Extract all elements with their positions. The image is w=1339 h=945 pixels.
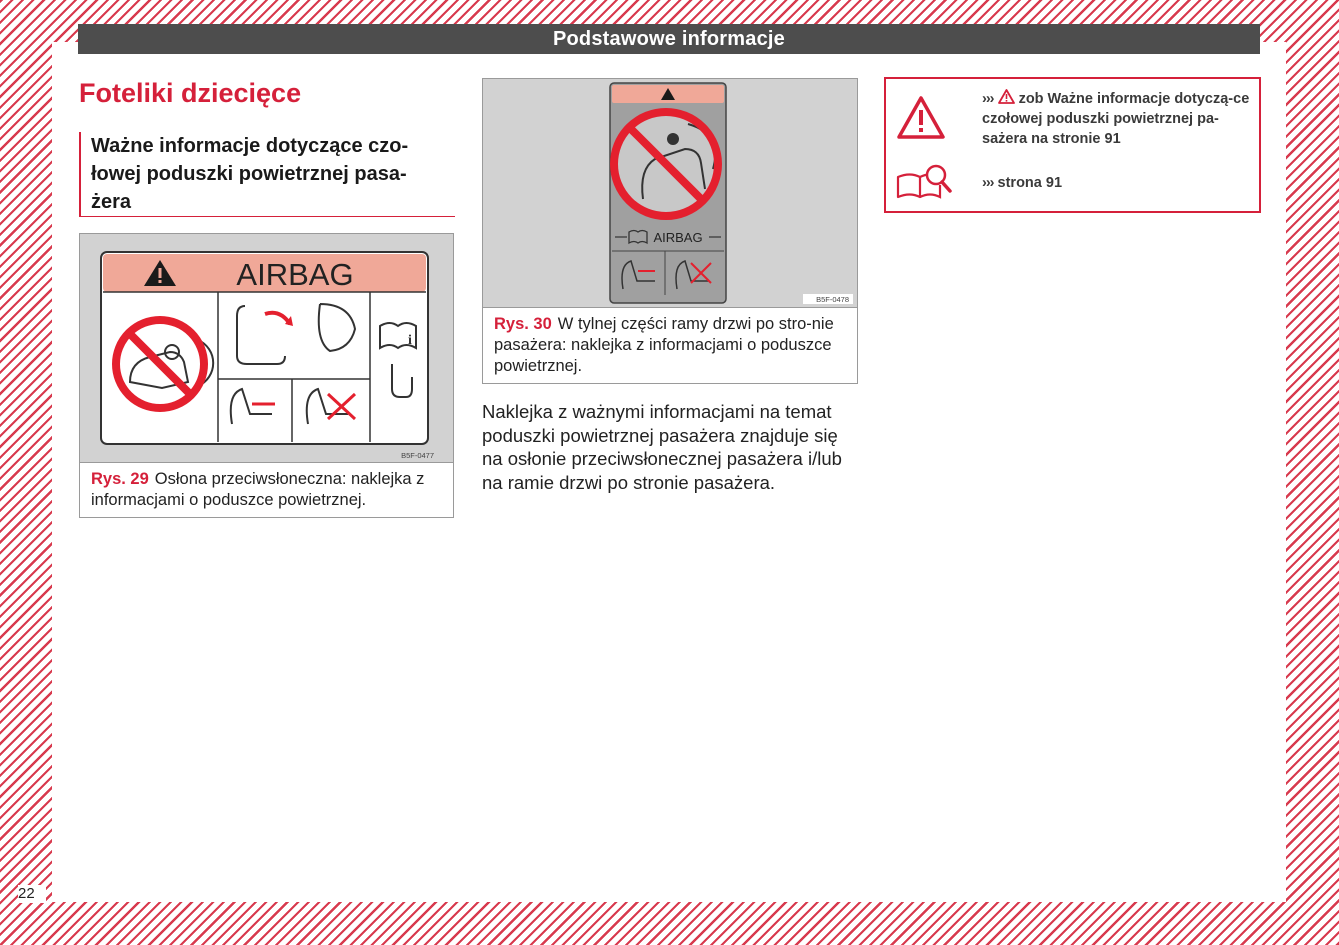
book-magnifier-icon [894, 163, 954, 201]
page-reference-link[interactable] [982, 173, 1254, 193]
warning-reference-link[interactable] [982, 89, 1254, 149]
body-paragraph: Naklejka z ważnymi informacjami na temat poduszki powietrznej pasażera znajduje się na osłonie przeciwsłonecznej pasażera i/lub na ramie drzwi po stronie pasażera. [482, 401, 842, 493]
subtitle-line-2: łowej poduszki powietrznej pasa- [91, 163, 407, 185]
no-child-seat-icon [614, 112, 718, 216]
page-number: 22 [18, 885, 46, 903]
warning-reference-box [884, 77, 1261, 213]
figure-29-label: Rys. 29 [91, 470, 149, 488]
figure-29-caption [91, 469, 446, 511]
arrows-marker: ››› [982, 175, 994, 191]
page-reference-row [886, 159, 1259, 209]
sticker-airbag-text: AIRBAG [653, 230, 703, 245]
svg-text:i: i [408, 333, 412, 348]
figure-30-caption [494, 314, 846, 377]
subtitle-line-1: Ważne informacje dotyczące czo- [91, 135, 409, 157]
subsection-heading [79, 132, 455, 217]
warning-triangle-icon [896, 95, 946, 141]
arrows-marker: ››› [982, 91, 994, 107]
section-title: Foteliki dziecięce [79, 78, 302, 108]
small-warning-icon [998, 89, 1015, 104]
figure-30 [482, 78, 858, 384]
warning-reference-text: zob Ważne informacje dotyczą-ce czołowej poduszki powietrznej pa-sażera na stronie 91 [982, 91, 1250, 147]
figure-29-image [80, 234, 453, 463]
page-reference-text: strona 91 [997, 175, 1063, 191]
figure-29-caption-text: Osłona przeciwsłoneczna: naklejka z informacjami o poduszce powietrznej. [91, 470, 425, 509]
figure-30-code: B5F-0478 [816, 295, 849, 304]
header-bar [78, 24, 1260, 54]
figure-30-label: Rys. 30 [494, 315, 552, 333]
sticker-airbag-text: AIRBAG [236, 257, 354, 292]
figure-30-image [483, 79, 857, 308]
warning-row [886, 79, 1259, 159]
subsection-title [81, 132, 446, 216]
subtitle-line-3: żera [91, 191, 132, 213]
header-title: Podstawowe informacje [552, 27, 786, 50]
figure-30-caption-text: W tylnej części ramy drzwi po stro-nie pasażera: naklejka z informacjami o poduszce powietrznej. [494, 315, 834, 375]
figure-29 [79, 233, 454, 518]
figure-29-code: B5F-0477 [401, 451, 434, 460]
